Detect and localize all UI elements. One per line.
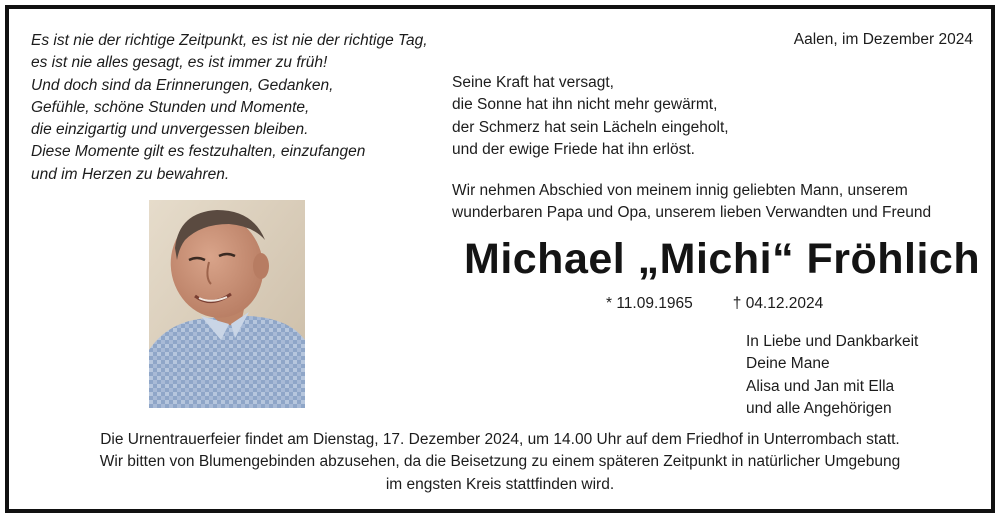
- verse-line: der Schmerz hat sein Lächeln eingeholt,: [452, 118, 729, 136]
- poem-line: Gefühle, schöne Stunden und Momente,: [31, 98, 310, 116]
- signature-line: und alle Angehörigen: [746, 399, 892, 417]
- signature-line: Deine Mane: [746, 355, 830, 373]
- poem-line: die einzigartig und unvergessen bleiben.: [31, 121, 309, 139]
- notice-line: im engsten Kreis stattfinden wird.: [385, 475, 615, 493]
- portrait-photo: [149, 200, 305, 408]
- mourners-signature: [746, 331, 918, 420]
- verse-line: die Sonne hat ihn nicht mehr gewärmt,: [452, 96, 718, 114]
- poem-line: und im Herzen zu bewahren.: [31, 165, 230, 183]
- place-and-date: Aalen, im Dezember 2024: [793, 31, 973, 48]
- life-dates: [606, 295, 823, 313]
- signature-line: Alisa und Jan mit Ella: [746, 377, 895, 395]
- notice-line: Die Urnentrauerfeier findet am Dienstag, 17. Dezember 2024, um 14.00 Uhr auf dem Friedhof in Unterrombach statt.: [100, 431, 900, 448]
- ceremony-notice: [9, 429, 991, 496]
- farewell-line: wunderbaren Papa und Opa, unserem lieben Verwandten und Freund: [452, 204, 932, 222]
- birth-date: * 11.09.1965: [606, 295, 693, 312]
- death-date: † 04.12.2024: [732, 295, 824, 312]
- farewell-text: [452, 180, 931, 225]
- deceased-name: Michael „Michi“ Fröhlich: [464, 235, 981, 283]
- poem-line: Es ist nie der richtige Zeitpunkt, es ist nie der richtige Tag,: [31, 32, 428, 49]
- poem-line: es ist nie alles gesagt, es ist immer zu früh!: [31, 54, 328, 72]
- poem-line: Diese Momente gilt es festzuhalten, einzufangen: [31, 143, 366, 161]
- farewell-line: Wir nehmen Abschied von meinem innig geliebten Mann, unserem: [452, 182, 908, 199]
- signature-line: In Liebe und Dankbarkeit: [746, 333, 919, 350]
- poem-line: Und doch sind da Erinnerungen, Gedanken,: [31, 76, 334, 94]
- verse-line: Seine Kraft hat versagt,: [452, 74, 614, 91]
- notice-line: Wir bitten von Blumengebinden abzusehen, da die Beisetzung zu einem späteren Zeitpunkt in natürlicher Umgebung: [99, 453, 901, 471]
- verse-line: und der ewige Friede hat ihn erlöst.: [452, 140, 695, 158]
- memorial-verse: [452, 72, 729, 161]
- obituary-frame: [5, 5, 995, 513]
- opening-poem: [31, 30, 441, 186]
